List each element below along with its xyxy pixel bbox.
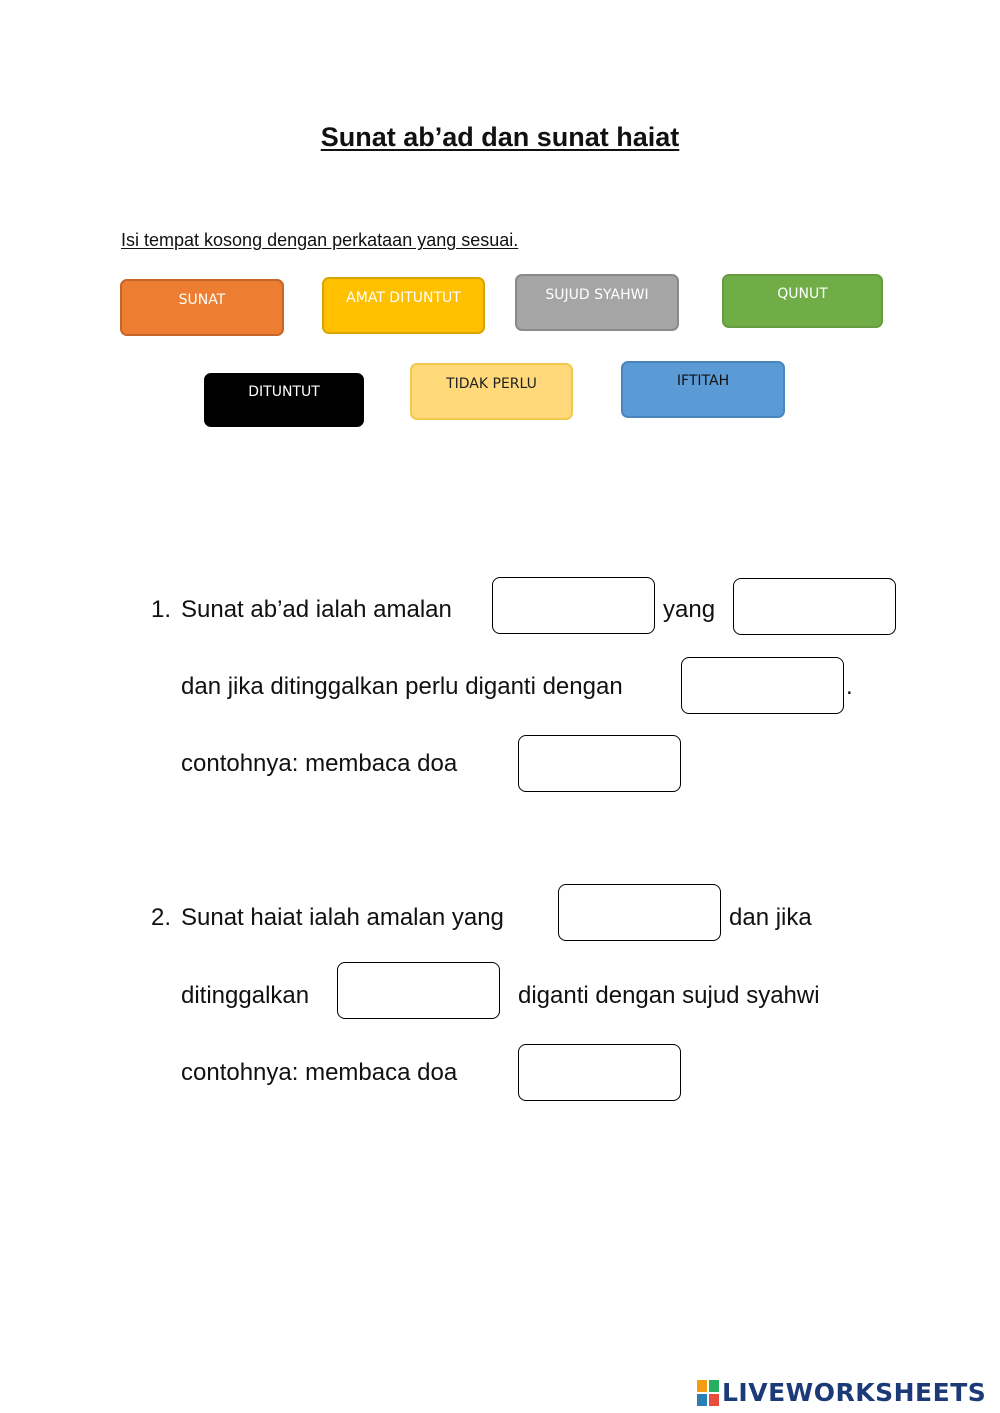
q1-blank-2[interactable] bbox=[733, 578, 896, 635]
word-chip-iftitah[interactable]: IFTITAH bbox=[621, 361, 785, 418]
q1-blank-3[interactable] bbox=[681, 657, 844, 714]
word-chip-amat-dituntut[interactable]: AMAT DITUNTUT bbox=[322, 277, 485, 334]
word-chip-sunat[interactable]: SUNAT bbox=[120, 279, 284, 336]
question-1-line3-text: contohnya: membaca doa bbox=[181, 750, 458, 777]
q2-blank-3[interactable] bbox=[518, 1044, 681, 1101]
liveworksheets-logo bbox=[697, 1378, 986, 1407]
question-2-line2-text: ditinggalkan bbox=[181, 982, 310, 1009]
word-chip-dituntut[interactable]: DITUNTUT bbox=[204, 373, 364, 427]
q2-blank-1[interactable] bbox=[558, 884, 721, 941]
word-chip-tidak-perlu[interactable]: TIDAK PERLU bbox=[410, 363, 573, 420]
liveworksheets-brand-text: LIVEWORKSHEETS bbox=[722, 1378, 987, 1407]
liveworksheets-logo-icon bbox=[697, 1380, 719, 1406]
question-1-line1-text: Sunat ab’ad ialah amalan bbox=[181, 596, 452, 623]
question-2-number: 2. bbox=[151, 904, 172, 931]
q1-blank-4[interactable] bbox=[518, 735, 681, 792]
word-chip-qunut[interactable]: QUNUT bbox=[722, 274, 883, 328]
question-1-number: 1. bbox=[151, 596, 172, 623]
word-chip-sujud-syahwi[interactable]: SUJUD SYAHWI bbox=[515, 274, 679, 331]
question-2-line3-text: contohnya: membaca doa bbox=[181, 1059, 458, 1086]
question-1-line1-text-b: yang bbox=[663, 596, 716, 623]
question-1-line2-text: dan jika ditinggalkan perlu diganti dengan bbox=[181, 673, 623, 700]
q1-blank-1[interactable] bbox=[492, 577, 655, 634]
question-2-line1-text: Sunat haiat ialah amalan yang bbox=[181, 904, 504, 931]
question-1-line2-period: . bbox=[846, 673, 853, 700]
question-2-line1-text-b: dan jika bbox=[729, 904, 812, 931]
question-2-line2-text-b: diganti dengan sujud syahwi bbox=[518, 982, 820, 1009]
q2-blank-2[interactable] bbox=[337, 962, 500, 1019]
instruction-text: Isi tempat kosong dengan perkataan yang sesuai. bbox=[121, 230, 519, 250]
worksheet-title: Sunat ab’ad dan sunat haiat bbox=[320, 122, 680, 152]
